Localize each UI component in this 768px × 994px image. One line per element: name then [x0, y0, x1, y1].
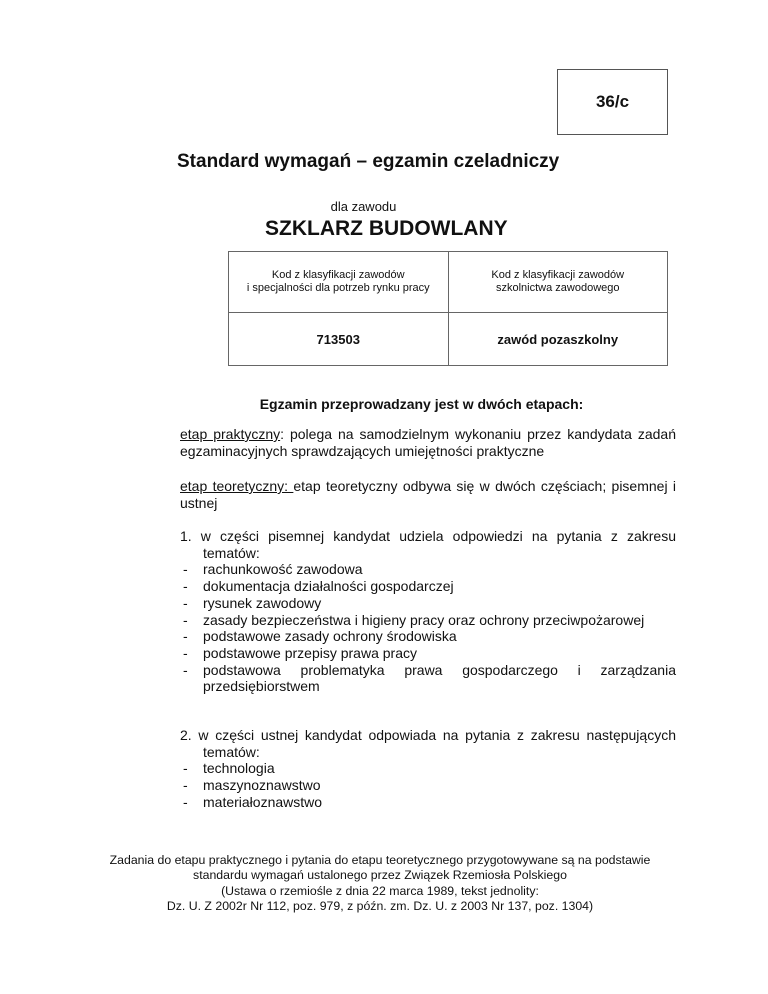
header-line: szkolnictwa zawodowego [495, 282, 620, 294]
footer-line: Zadania do etapu praktycznego i pytania do etapu teoretycznego przygotowywane są na podstawie [109, 853, 651, 867]
list-item-text: podstawowa problematyka prawa gospodarczego i zarządzania przedsiębiorstwem [203, 661, 676, 695]
footer-note [60, 853, 700, 914]
written-intro: 1. w części pisemnej kandydat udziela odpowiedzi na pytania z zakresu tematów: [180, 528, 676, 561]
header-line: Kod z klasyfikacji zawodów [491, 269, 625, 281]
practical-label: etap praktyczny [180, 426, 281, 442]
list-item-text: maszynoznawstwo [203, 777, 321, 794]
list-item [180, 760, 676, 777]
theoretical-stage [180, 478, 676, 511]
list-item [180, 595, 676, 612]
dash: - [183, 561, 188, 578]
list-item [180, 561, 676, 578]
dash: - [183, 777, 188, 794]
theoretical-label: etap teoretyczny: [180, 478, 294, 494]
theoretical-text: etap teoretyczny odbywa się w dwóch częściach; pisemnej i ustnej [180, 478, 676, 511]
list-item [180, 612, 676, 629]
document-title: Standard wymagań – egzamin czeladniczy [177, 151, 560, 172]
list-item-text: rysunek zawodowy [203, 594, 322, 611]
dash: - [183, 594, 188, 611]
dash: - [183, 578, 188, 595]
footer-line: (Ustawa o rzemiośle z dnia 22 marca 1989, tekst jednolity: [221, 883, 539, 898]
practical-text: : polega na samodzielnym wykonaniu przez kandydata zadań egzaminacyjnych sprawdzających umiejętności praktyczne [180, 426, 676, 459]
footer-line: Dz. U. Z 2002r Nr 112, poz. 979, z późn. zm. Dz. U. z 2003 Nr 137, poz. 1304) [166, 898, 594, 913]
list-item [180, 645, 676, 662]
classification-table [228, 251, 668, 366]
list-item [180, 794, 676, 811]
dash: - [183, 628, 188, 645]
dash: - [183, 793, 188, 810]
list-item [180, 628, 676, 645]
list-item [180, 662, 676, 695]
dash: - [183, 611, 188, 628]
school-code: zawód pozaszkolny [448, 313, 668, 366]
list-item-text: podstawowe zasady ochrony środowiska [203, 628, 457, 645]
document-code-box: 36/c [557, 69, 668, 135]
occupation-code: 713503 [229, 313, 449, 366]
list-item-text: podstawowe przepisy prawa pracy [203, 644, 417, 661]
header-line: i specjalności dla potrzeb rynku pracy [246, 282, 430, 294]
oral-part [180, 727, 676, 811]
list-item-text: rachunkowość zawodowa [203, 561, 363, 578]
list-item-text: materiałoznawstwo [203, 793, 323, 810]
table-header-1 [229, 252, 449, 313]
dash: - [183, 760, 188, 777]
header-line: Kod z klasyfikacji zawodów [271, 269, 405, 281]
table-header-2 [448, 252, 668, 313]
list-item-text: technologia [203, 760, 275, 777]
oral-intro: 2. w części ustnej kandydat odpowiada na pytania z zakresu następujących tematów: [180, 727, 676, 760]
list-item-text: zasady bezpieczeństwa i higieny pracy oraz ochrony przeciwpożarowej [203, 611, 645, 628]
dash: - [183, 644, 188, 661]
practical-stage [180, 426, 676, 459]
footer-line: standardu wymagań ustalonego przez Związek Rzemiosła Polskiego [193, 868, 567, 883]
dash: - [183, 661, 188, 678]
list-item [180, 578, 676, 595]
profession-name: SZKLARZ BUDOWLANY [265, 217, 508, 240]
list-item-text: dokumentacja działalności gospodarczej [203, 578, 454, 595]
subtitle: dla zawodu [330, 199, 397, 214]
exam-heading: Egzamin przeprowadzany jest w dwóch etapach: [259, 396, 584, 412]
list-item [180, 777, 676, 794]
written-part [180, 528, 676, 695]
